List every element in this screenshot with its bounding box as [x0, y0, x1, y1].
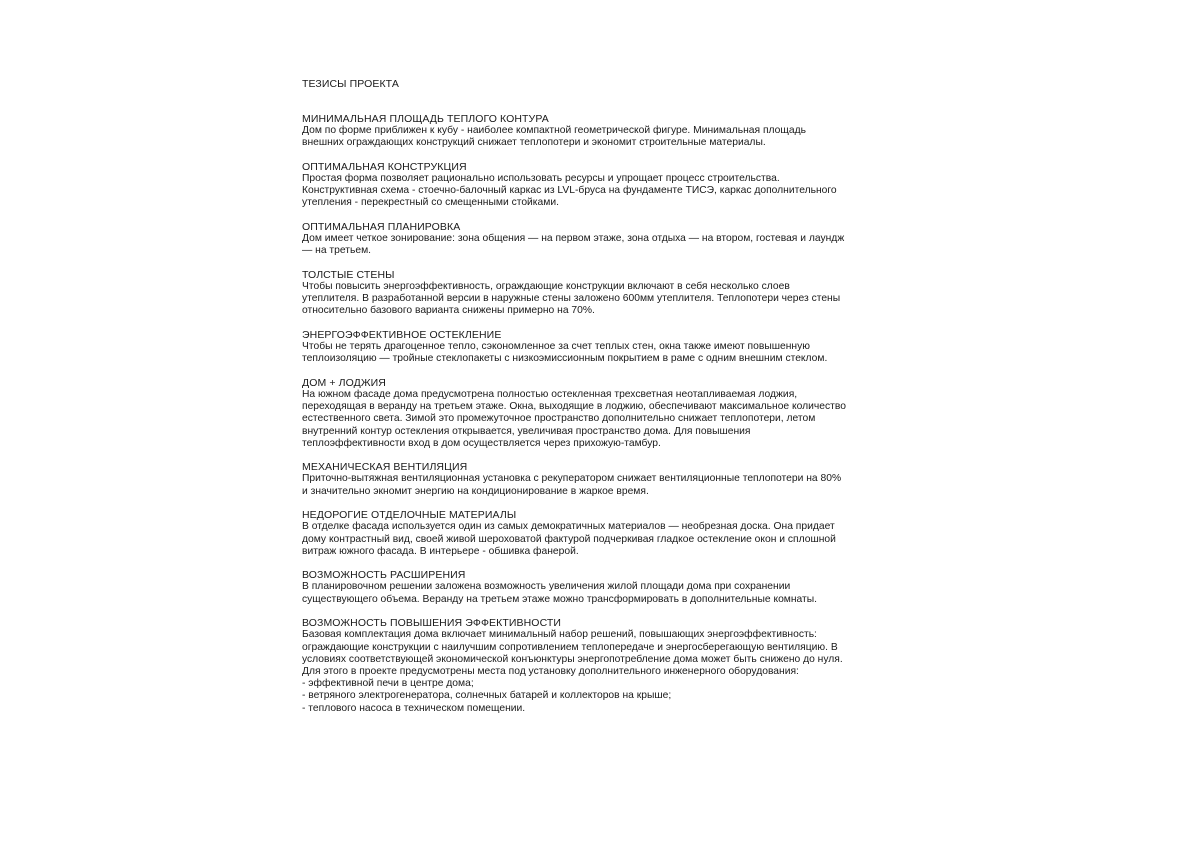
section-house-loggia [302, 377, 882, 450]
section-text-line: и значительно экномит энергию на кондиционирование в жаркое время. [302, 485, 649, 497]
section-text-line: В планировочном решении заложена возможность увеличения жилой площади дома при сохранении [302, 581, 791, 593]
section-heading: МЕХАНИЧЕСКАЯ ВЕНТИЛЯЦИЯ [302, 461, 468, 474]
section-text-line: На южном фасаде дома предусмотрена полностью остекленная трехсветная неотапливаемая лоджия, [302, 388, 798, 400]
section-text-line: дому контрастный вид, своей живой шероховатой фактурой подчеркивая гладкое остекление окон и сплошной [302, 533, 836, 545]
section-text-line: ограждающие конструкции с наилучшим сопротивлением теплопередаче и энергосберегающую вентиляцию. В [302, 641, 838, 653]
document-page [302, 78, 882, 726]
section-ventilation [302, 461, 882, 497]
section-heading: ДОМ + ЛОДЖИЯ [302, 376, 386, 389]
section-text-line: внутренний контур остекления открывается, увеличивая пространство дома. Для повышения [302, 425, 751, 437]
section-text-line: относительно базового варианта снижены примерно на 70%. [302, 305, 595, 317]
section-text-line: Дом имеет четкое зонирование: зона общения — на первом этаже, зона отдыха — на втором, гостевая и лаундж [302, 233, 845, 245]
section-text-line: Чтобы повысить энергоэффективность, ограждающие конструкции включают в себя несколько слоев [302, 280, 790, 292]
section-text-line: внешних ограждающих конструкций снижает теплопотери и экономит строительные материалы. [302, 137, 766, 149]
section-text-line: Приточно-вытяжная вентиляционная установка с рекуператором снижает вентиляционные теплопотери на 80% [302, 473, 842, 485]
section-glazing [302, 329, 882, 365]
list-item: - теплового насоса в техническом помещении. [302, 702, 526, 714]
section-text-line: Базовая комплектация дома включает минимальный набор решений, повышающих энергоэффективность: [302, 629, 817, 641]
section-heading: МИНИМАЛЬНАЯ ПЛОЩАДЬ ТЕПЛОГО КОНТУРА [302, 113, 549, 125]
section-text-line: В отделке фасада используется один из самых демократичных материалов — необрезная доска. Она придает [302, 521, 835, 533]
document-title: ТЕЗИСЫ ПРОЕКТА [302, 78, 399, 90]
section-text-line: — на третьем. [302, 245, 372, 257]
section-text-line: Конструктивная схема - стоечно-балочный каркас из LVL-бруса на фундаменте ТИСЭ, каркас дополнительного [302, 185, 837, 197]
section-minimal-area [302, 113, 882, 149]
section-heading: ВОЗМОЖНОСТЬ РАСШИРЕНИЯ [302, 569, 466, 582]
section-text-line: теплоэффективности вход в дом осуществляется через прихожую-тамбур. [302, 437, 661, 449]
section-expansion [302, 569, 882, 605]
section-text-line: витраж южного фасада. В интерьере - обшивка фанерой. [302, 545, 579, 557]
section-text-line: утепления - перекрестный со смещенными стойками. [302, 197, 559, 209]
section-heading: ТОЛСТЫЕ СТЕНЫ [302, 268, 395, 281]
section-heading: ЭНЕРГОЭФФЕКТИВНОЕ ОСТЕКЛЕНИЕ [302, 329, 502, 342]
section-text-line: условиях соответствующей экономической конъюнктуры энергопотребление дома может быть снижено до нуля. [302, 653, 843, 665]
section-text-line: существующего объема. Веранду на третьем этаже можно трансформировать в дополнительные комнаты. [302, 593, 818, 605]
section-heading: НЕДОРОГИЕ ОТДЕЛОЧНЫЕ МАТЕРИАЛЫ [302, 509, 517, 522]
section-text-line: переходящая в веранду на третьем этаже. Окна, выходящие в лоджию, обеспечивают максимальное количество [302, 401, 846, 413]
section-text-line: Для этого в проекте предусмотрены места под установку дополнительного инженерного оборудования: [302, 665, 799, 677]
section-text-line: теплоизоляцию — тройные стеклопакеты с низкоэмиссионным покрытием в раме с одним внешним стеклом. [302, 353, 828, 365]
section-text-line: Дом по форме приближен к кубу - наиболее компактной геометрической фигуре. Минимальная площадь [302, 125, 806, 136]
section-heading: ОПТИМАЛЬНАЯ КОНСТРУКЦИЯ [302, 160, 467, 173]
section-text-line: естественного света. Зимой это промежуточное пространство дополнительно снижает теплопотери, летом [302, 413, 816, 425]
section-text-line: Чтобы не терять драгоценное тепло, сэкономленное за счет теплых стен, окна также имеют повышенную [302, 341, 810, 353]
list-item: - ветряного электрогенератора, солнечных батарей и коллекторов на крыше; [302, 690, 672, 702]
section-finishing-materials [302, 509, 882, 558]
list-item: - эффективной печи в центре дома; [302, 678, 474, 690]
section-text-line: утеплителя. В разработанной версии в наружные стены заложено 600мм утеплителя. Теплопотери через стены [302, 293, 841, 305]
section-text-line: Простая форма позволяет рационально использовать ресурсы и упрощает процесс строительства. [302, 172, 780, 184]
section-thick-walls [302, 269, 882, 318]
section-efficiency-upgrade [302, 617, 882, 714]
section-heading: ВОЗМОЖНОСТЬ ПОВЫШЕНИЯ ЭФФЕКТИВНОСТИ [302, 617, 562, 630]
section-optimal-construction [302, 161, 882, 210]
section-heading: ОПТИМАЛЬНАЯ ПЛАНИРОВКА [302, 221, 461, 234]
section-optimal-layout [302, 221, 882, 257]
